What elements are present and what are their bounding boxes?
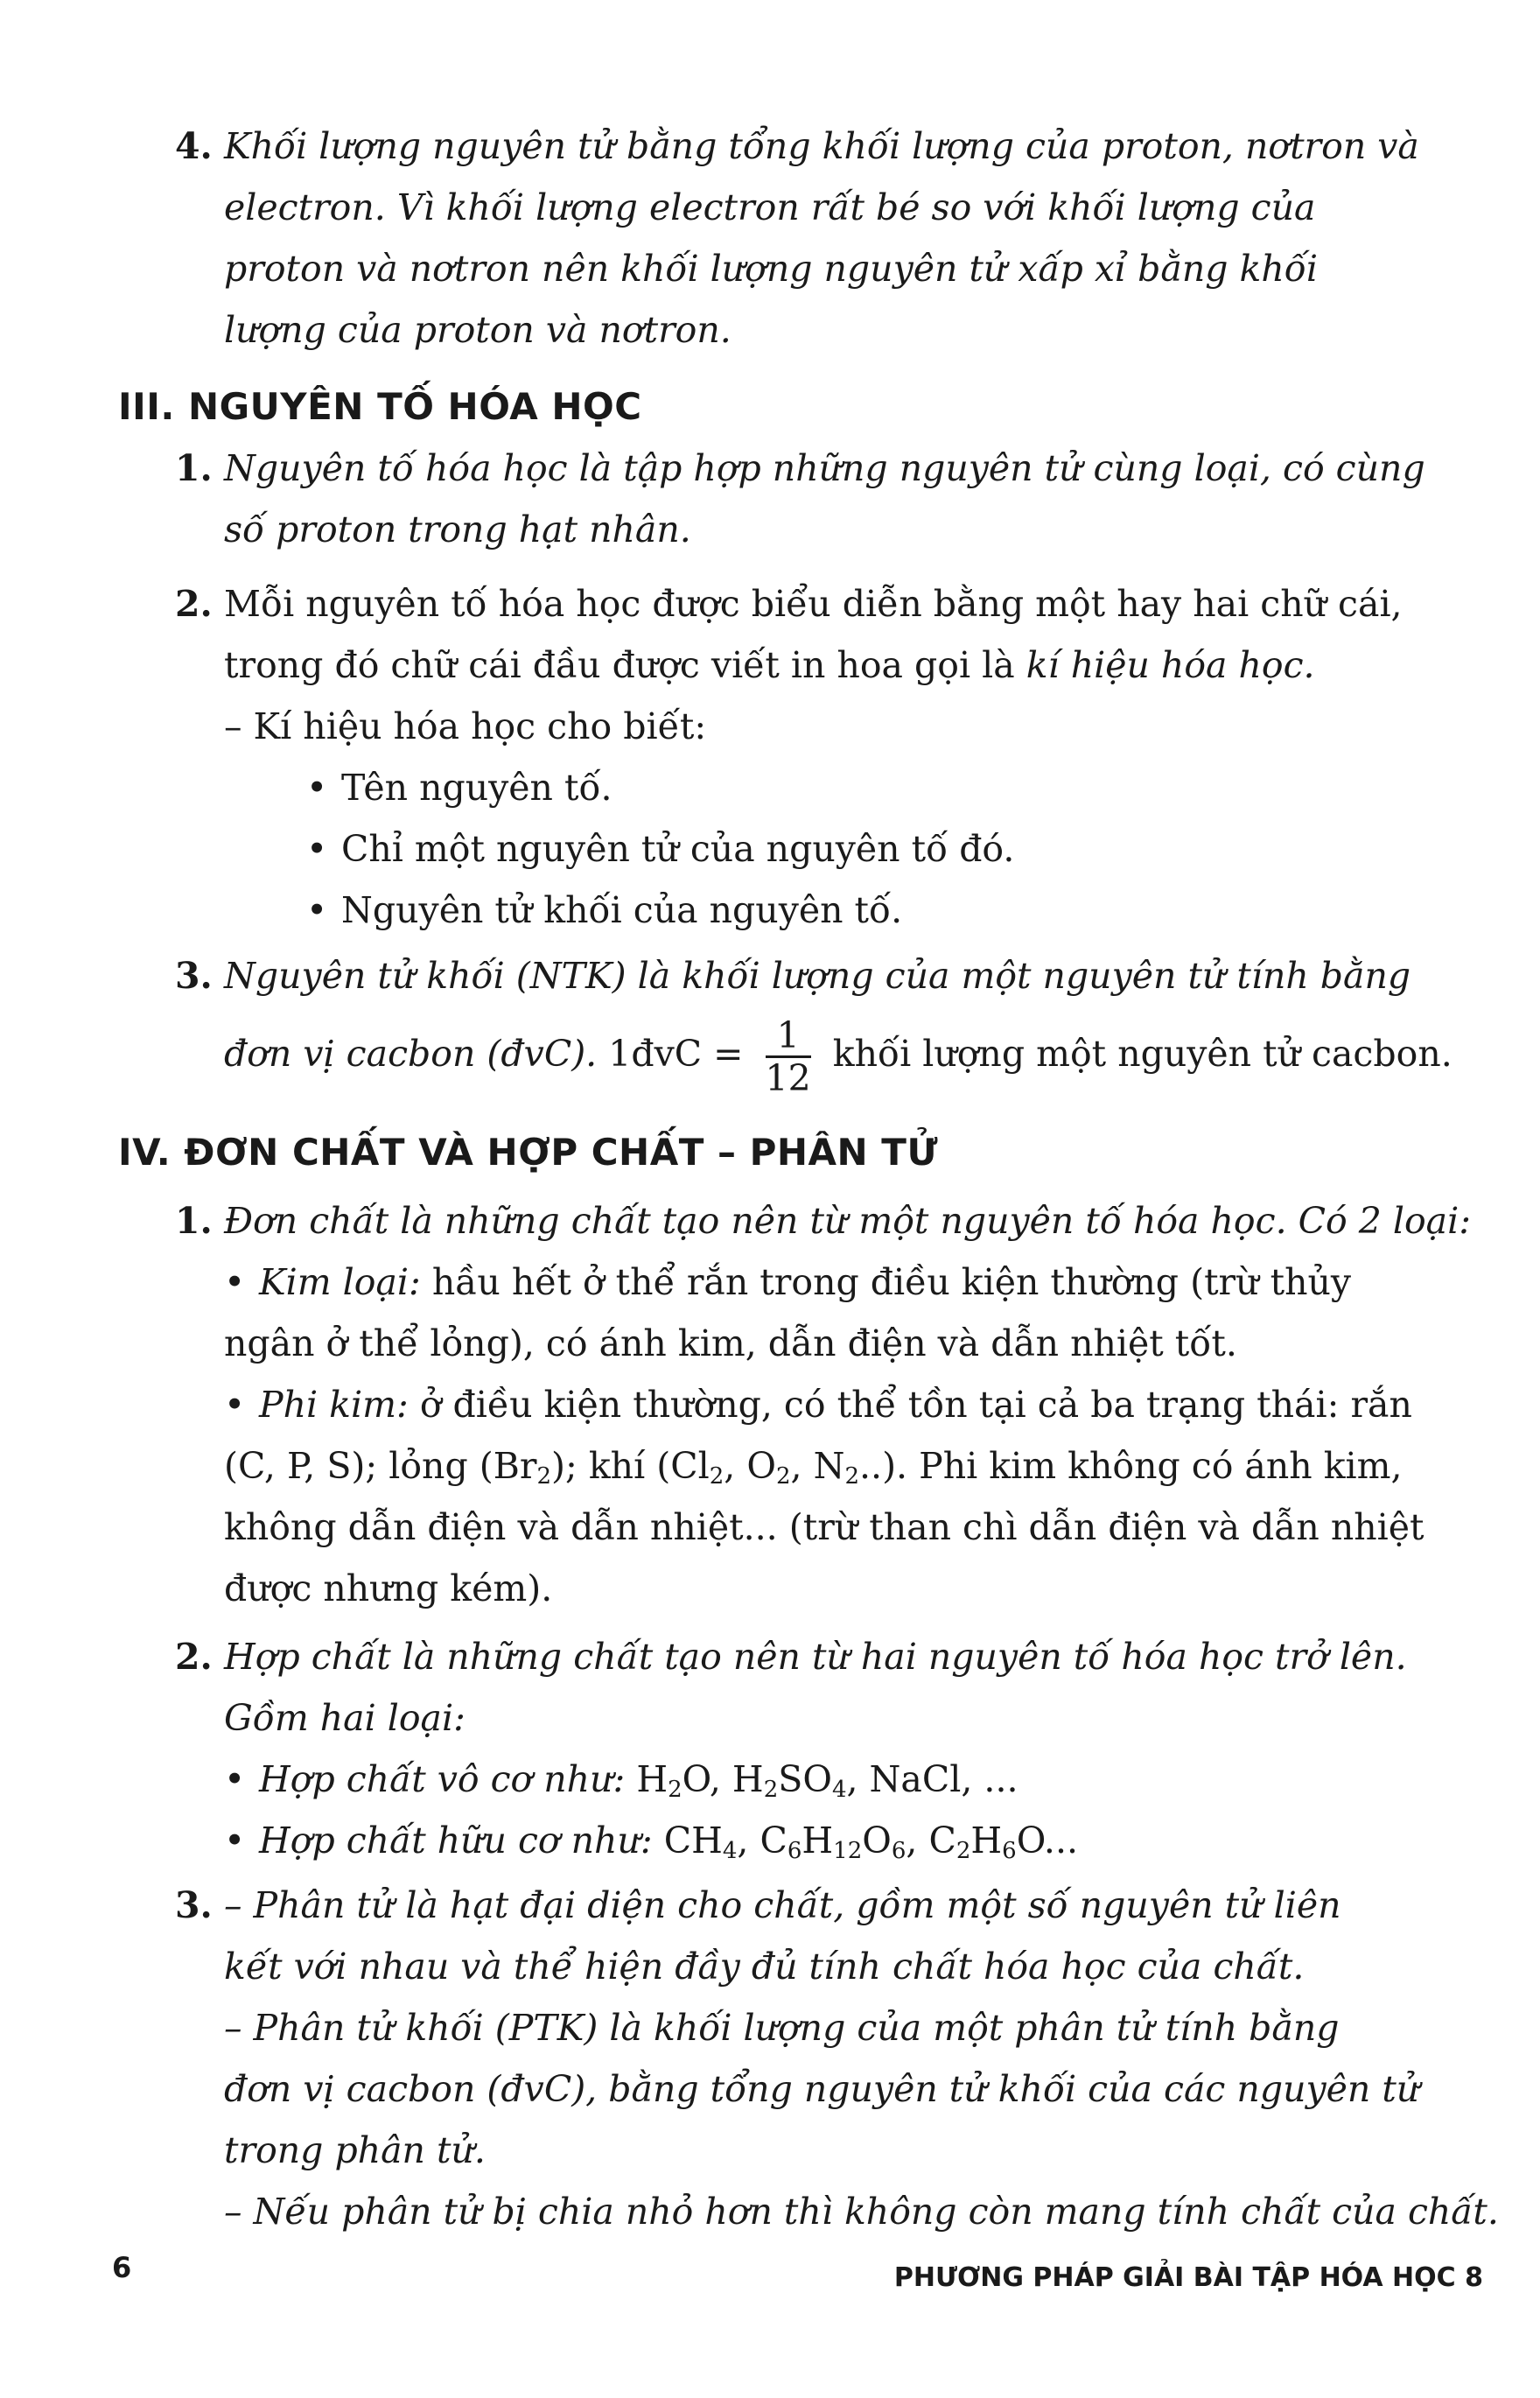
bullet-text: Tên nguyên tố. (341, 767, 612, 809)
text-line: Gồm hai loại: (224, 1697, 466, 1739)
subscript: 2 (668, 1777, 682, 1803)
text-part: ); khí (Cl (551, 1445, 710, 1487)
bullet-icon: • (224, 1261, 246, 1303)
text-line: Mỗi nguyên tố hóa học được biểu diễn bằng một hay hai chữ cái, (224, 583, 1403, 625)
text-line: số proton trong hạt nhân. (224, 508, 691, 550)
text-line: Nguyên tố hóa học là tập hợp những nguyên tử cùng loại, có cùng (224, 447, 1425, 489)
term-label: Hợp chất vô cơ như: (259, 1758, 626, 1800)
subscript: 2 (709, 1463, 724, 1490)
text-line: ngân ở thể lỏng), có ánh kim, dẫn điện và dẫn nhiệt tốt. (224, 1322, 1237, 1364)
text-line: trong đó chữ cái đầu được viết in hoa gọi là (224, 644, 1026, 686)
text-line: đơn vị cacbon (đvC). (224, 1033, 598, 1075)
text-part: , N (790, 1445, 845, 1487)
formula-part: SO (778, 1758, 832, 1800)
section-iv-item-2 (175, 1626, 1479, 1871)
item-number: 1. (175, 1200, 213, 1242)
bullet-icon: • (224, 1384, 246, 1426)
text-part: ..). Phi kim không có ánh kim, (859, 1445, 1403, 1487)
text-line: lượng của proton và nơtron. (224, 309, 732, 351)
text-line: Đơn chất là những chất tạo nên từ một nguyên tố hóa học. Có 2 loại: (224, 1200, 1472, 1242)
formula-part: O, H (682, 1758, 764, 1800)
text-line: trong phân tử. (224, 2129, 486, 2171)
bullet-icon: • (306, 767, 328, 809)
formula-part: O (862, 1820, 892, 1862)
subscript: 6 (1002, 1838, 1017, 1864)
item-number: 4. (175, 125, 213, 167)
emphasis-term: kí hiệu hóa học. (1026, 644, 1315, 686)
text-line: Khối lượng nguyên tử bằng tổng khối lượng của proton, nơtron và (224, 125, 1419, 167)
running-footer-title: PHƯƠNG PHÁP GIẢI BÀI TẬP HÓA HỌC 8 (893, 2262, 1483, 2293)
item-number: 2. (175, 583, 213, 625)
page-number: 6 (112, 2251, 132, 2284)
section-iv-item-1 (175, 1190, 1479, 1619)
term-label: Phi kim: (259, 1384, 409, 1426)
formula-part: , C (906, 1820, 956, 1862)
formula-text: 1đvC = (597, 1033, 755, 1075)
text-line: – Nếu phân tử bị chia nhỏ hơn thì không còn mang tính chất của chất. (224, 2191, 1499, 2233)
subscript: 2 (763, 1777, 779, 1803)
text-line: proton và nơtron nên khối lượng nguyên tử xấp xỉ bằng khối (224, 248, 1318, 290)
subscript: 2 (536, 1463, 551, 1490)
subscript: 4 (722, 1838, 738, 1864)
subscript: 2 (844, 1463, 859, 1490)
formula-part: , NaCl, ... (846, 1758, 1018, 1800)
formula-part: H (802, 1820, 834, 1862)
term-label: Kim loại: (259, 1261, 421, 1303)
section-iii-item-2 (175, 573, 1479, 941)
section-iii-item-3 (175, 945, 1479, 1098)
subscript: 2 (956, 1838, 971, 1864)
subscript: 6 (891, 1838, 906, 1864)
text-line: không dẫn điện và dẫn nhiệt... (trừ than chì dẫn điện và dẫn nhiệt (224, 1506, 1424, 1548)
bullet-icon: • (224, 1820, 246, 1862)
text-line: ở điều kiện thường, có thể tồn tại cả ba trạng thái: rắn (408, 1384, 1412, 1426)
item-number: 2. (175, 1636, 213, 1678)
section-heading-iii: III. NGUYÊN TỐ HÓA HỌC (118, 385, 642, 428)
bullet-icon: • (224, 1758, 246, 1800)
subscript: 12 (833, 1838, 863, 1864)
bullet-icon: • (306, 828, 328, 870)
section-heading-iv: IV. ĐƠN CHẤT VÀ HỢP CHẤT – PHÂN TỬ (118, 1131, 939, 1174)
section-iii-item-1 (175, 438, 1479, 560)
text-line: hầu hết ở thể rắn trong điều kiện thường (trừ thủy (420, 1261, 1352, 1303)
text-line: kết với nhau và thể hiện đầy đủ tính chất hóa học của chất. (224, 1946, 1305, 1988)
text-line: khối lượng một nguyên tử cacbon. (821, 1033, 1452, 1075)
item-4-paragraph (175, 116, 1479, 361)
text-line: – Phân tử là hạt đại diện cho chất, gồm một số nguyên tử liên (224, 1884, 1341, 1926)
fraction (766, 1015, 811, 1098)
subscript: 2 (775, 1463, 791, 1490)
text-line: electron. Vì khối lượng electron rất bé so với khối lượng của (224, 186, 1316, 228)
bullet-text: Chỉ một nguyên tử của nguyên tố đó. (341, 828, 1015, 870)
item-number: 3. (175, 1884, 213, 1926)
text-line: Nguyên tử khối (NTK) là khối lượng của một nguyên tử tính bằng (224, 955, 1411, 997)
text-part: , O (724, 1445, 776, 1487)
text-line: – Phân tử khối (PTK) là khối lượng của một phân tử tính bằng (224, 2007, 1340, 2049)
formula-part: O... (1016, 1820, 1079, 1862)
formula-part: H (970, 1820, 1003, 1862)
formula-part: , C (737, 1820, 788, 1862)
bullet-icon: • (306, 889, 328, 931)
text-line: đơn vị cacbon (đvC), bằng tổng nguyên tử khối của các nguyên tử (224, 2068, 1420, 2110)
section-iv-item-3 (175, 1875, 1499, 2242)
subscript: 4 (831, 1777, 847, 1803)
bullet-text: Nguyên tử khối của nguyên tố. (341, 889, 903, 931)
text-line: được nhưng kém). (224, 1567, 553, 1609)
text-line: Hợp chất là những chất tạo nên từ hai nguyên tố hóa học trở lên. (224, 1636, 1407, 1678)
term-label: Hợp chất hữu cơ như: (259, 1820, 653, 1862)
fraction-numerator: 1 (766, 1015, 811, 1058)
item-number: 1. (175, 447, 213, 489)
dash-line: – Kí hiệu hóa học cho biết: (224, 705, 707, 747)
item-number: 3. (175, 955, 213, 997)
text-part: (C, P, S); lỏng (Br (224, 1445, 537, 1487)
formula-part: CH (652, 1820, 723, 1862)
subscript: 6 (787, 1838, 802, 1864)
fraction-denominator: 12 (765, 1057, 811, 1099)
formula-part: H (625, 1758, 668, 1800)
